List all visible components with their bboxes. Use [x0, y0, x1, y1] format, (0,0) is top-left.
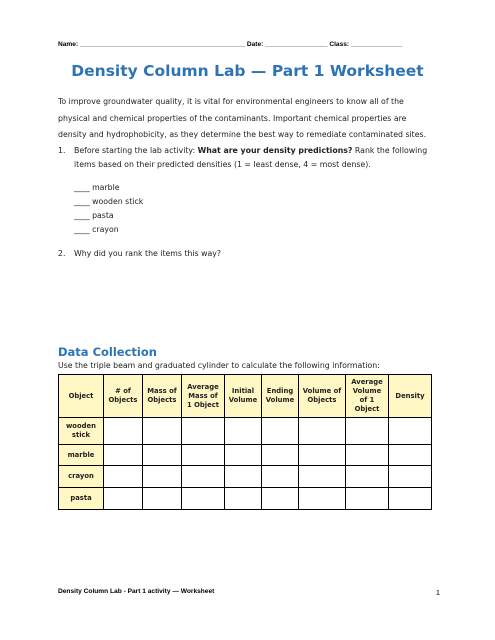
page-title: Density Column Lab — Part 1 Worksheet	[71, 62, 424, 80]
question-1-line-1	[74, 144, 427, 158]
intro-paragraph	[58, 94, 443, 144]
section-heading: Data Collection	[58, 345, 157, 359]
table-cell[interactable]	[262, 466, 299, 488]
table-cell[interactable]	[346, 466, 389, 488]
question-1-suffix: Rank the following	[352, 146, 428, 155]
row-label-pasta	[59, 488, 104, 510]
header-text: Initial	[231, 387, 255, 395]
table-cell[interactable]	[225, 418, 262, 445]
question-1-text	[74, 144, 427, 171]
table-cell[interactable]	[182, 466, 225, 488]
table-cell[interactable]	[346, 418, 389, 445]
header-text: Object	[68, 391, 94, 400]
question-2	[58, 247, 358, 261]
table-cell[interactable]	[104, 418, 143, 445]
table-cell[interactable]	[389, 445, 432, 466]
table-cell[interactable]	[389, 418, 432, 445]
row-label-text: crayon	[68, 472, 94, 480]
col-header-initial-volume	[225, 375, 262, 418]
table-cell[interactable]	[389, 466, 432, 488]
table-cell[interactable]	[225, 488, 262, 510]
table-cell[interactable]	[182, 488, 225, 510]
table-cell[interactable]	[299, 445, 346, 466]
question-1-prefix: Before starting the lab activity:	[74, 146, 198, 155]
table-cell[interactable]	[104, 445, 143, 466]
col-header-num-objects	[104, 375, 143, 418]
col-header-volume-objects	[299, 375, 346, 418]
table-cell[interactable]	[262, 488, 299, 510]
rank-item-marble: ____ marble	[74, 183, 120, 192]
table-row	[59, 466, 432, 488]
col-header-mass-objects	[143, 375, 182, 418]
intro-line: To improve groundwater quality, it is vital for environmental engineers to know all of the	[58, 97, 404, 106]
header-text: Volume	[265, 396, 295, 404]
header-text: Objects	[108, 396, 138, 404]
header-text: Volume	[352, 387, 382, 395]
row-label-text: wooden	[66, 422, 96, 430]
table-cell[interactable]	[262, 418, 299, 445]
table-cell[interactable]	[143, 488, 182, 510]
ranking-list	[74, 181, 143, 237]
header-text: Objects	[307, 396, 337, 404]
header-text: Ending	[266, 387, 294, 395]
table-cell[interactable]	[389, 488, 432, 510]
table-cell[interactable]	[299, 466, 346, 488]
header-text: of 1	[359, 396, 375, 404]
question-2-text: Why did you rank the items this way?	[74, 249, 222, 258]
row-label-crayon	[59, 466, 104, 488]
header-text: Objects	[147, 396, 177, 404]
table-cell[interactable]	[182, 445, 225, 466]
table-cell[interactable]	[225, 466, 262, 488]
table-row	[59, 418, 432, 445]
header-text: Object	[354, 405, 380, 413]
table-cell[interactable]	[346, 445, 389, 466]
footer-title: Density Column Lab - Part 1 activity — Worksheet	[58, 588, 215, 595]
header-text: Average	[351, 378, 383, 386]
table-cell[interactable]	[299, 488, 346, 510]
intro-line: physical and chemical properties of the contaminants. Important chemical properties are	[58, 113, 407, 123]
section-instructions: Use the triple beam and graduated cylinder to calculate the following information:	[58, 361, 380, 370]
row-label-text: marble	[67, 450, 95, 459]
table-cell[interactable]	[225, 445, 262, 466]
table-cell[interactable]	[104, 466, 143, 488]
header-text: Mass of	[147, 387, 177, 395]
col-header-average-volume	[346, 375, 389, 418]
question-number: 1.	[58, 146, 66, 155]
table-cell[interactable]	[143, 418, 182, 445]
header-text: Volume	[228, 396, 258, 404]
table-cell[interactable]	[143, 466, 182, 488]
col-header-average-mass	[182, 375, 225, 418]
rank-item-crayon: ____ crayon	[74, 225, 119, 234]
table-cell[interactable]	[346, 488, 389, 510]
header-text: Density	[395, 391, 425, 400]
question-1-line-2: items based on their predicted densities (1 = least dense, 4 = most dense).	[74, 159, 371, 169]
col-header-ending-volume	[262, 375, 299, 418]
row-label-text: pasta	[70, 494, 92, 502]
intro-line: density and hydrophobicity, as they determine the best way to remediate contaminated sites.	[58, 130, 427, 139]
header-text: 1 Object	[187, 400, 219, 409]
header-text: Mass of	[188, 391, 218, 400]
table-cell[interactable]	[143, 445, 182, 466]
table-header-row	[59, 375, 432, 418]
question-1-emphasis: What are your density predictions?	[197, 146, 353, 155]
question-number: 2.	[58, 249, 66, 258]
row-label-text: stick	[71, 431, 91, 439]
table-row	[59, 488, 432, 510]
header-text: Volume of	[302, 387, 342, 395]
rank-item-wooden-stick: ____ wooden stick	[74, 197, 144, 206]
question-1	[58, 144, 458, 174]
table-row	[59, 445, 432, 466]
table-cell[interactable]	[262, 445, 299, 466]
page-number: 1	[435, 588, 440, 597]
table-cell[interactable]	[299, 418, 346, 445]
row-label-wooden-stick	[59, 418, 104, 445]
row-label-marble	[59, 445, 104, 466]
data-collection-table	[58, 374, 432, 510]
header-text: # of	[115, 387, 131, 395]
rank-item-pasta: ____ pasta	[74, 211, 114, 220]
table-cell[interactable]	[104, 488, 143, 510]
header-text: Average	[187, 382, 219, 391]
name-date-class-line: Name: _____________________________________________ Date: _________________ Class: ______________	[58, 41, 403, 48]
table-cell[interactable]	[182, 418, 225, 445]
col-header-density	[389, 375, 432, 418]
col-header-object	[59, 375, 104, 418]
